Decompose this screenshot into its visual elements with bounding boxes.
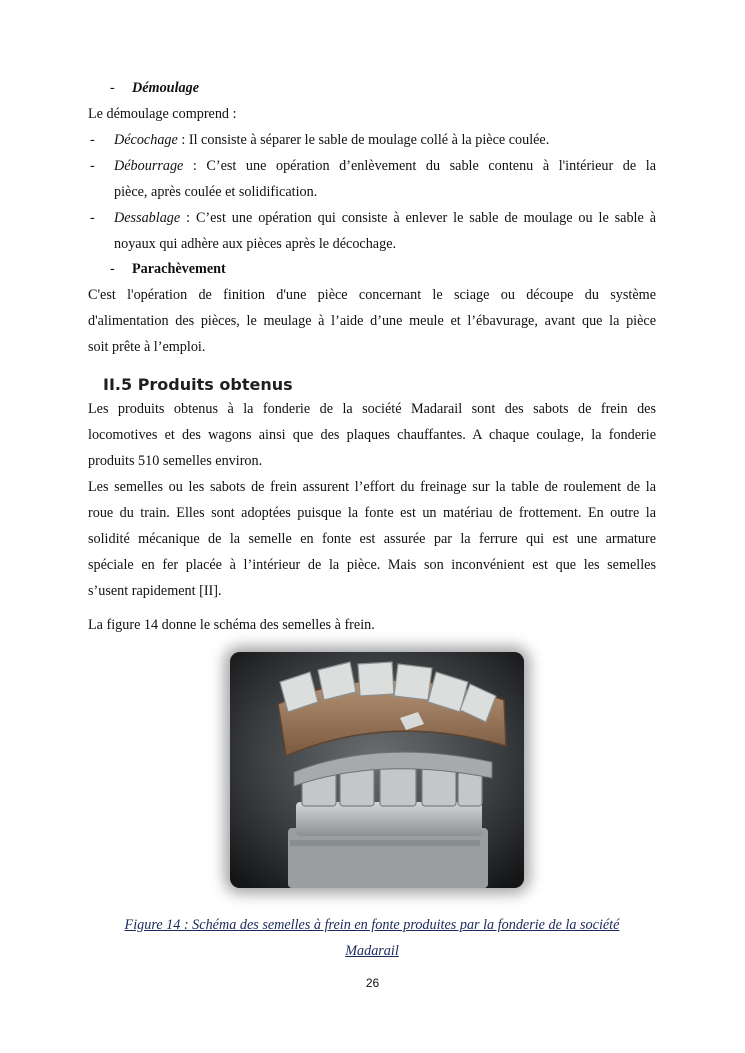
paragraph-line: Les semelles ou les sabots de frein assurent l’effort du freinage sur la table de roulement de la: [88, 479, 656, 495]
demoulage-heading: [88, 76, 656, 101]
section-title: II.5 Produits obtenus: [103, 375, 293, 394]
page-number: 26: [365, 976, 380, 990]
parachevement-heading: - Parachèvement: [110, 261, 226, 277]
demoulage-title: Démoulage: [132, 80, 199, 96]
list-item: - Débourrage : C’est une opération d’enlèvement du sable contenu à l'intérieur de la pièce, après coulée et solidification.: [90, 158, 656, 200]
term-debourrage: Débourrage: [114, 158, 184, 174]
paragraph-line: solidité mécanique de la semelle en fonte est assurée par la ferrure qui est une armature: [88, 531, 656, 547]
list-item: - Dessablage : C’est une opération qui consiste à enlever le sable de moulage ou le sable à noyaux qui adhère aux pièces après le décochage.: [90, 210, 656, 252]
brake-shoes-photo: [230, 652, 524, 888]
demoulage-intro: Le démoulage comprend :: [88, 106, 237, 122]
paragraph-line: locomotives et des wagons ainsi que des plaques chauffantes. A chaque coulage, la fonderie: [88, 427, 656, 443]
paragraph-line: d'alimentation des pièces, le meulage à l’aide d’une meule et l’ébavurage, avant que la pièce: [88, 313, 656, 329]
paragraph-line: soit prête à l’emploi.: [88, 339, 206, 355]
figure-caption: Figure 14 : Schéma des semelles à frein en fonte produites par la fonderie de la société Madarail: [124, 917, 620, 959]
paragraph-line: spéciale en fer placée à l’intérieur de la pièce. Mais son inconvénient est que les semelles: [88, 557, 656, 573]
parachevement-title: Parachèvement: [132, 261, 226, 277]
brake-shoes-illustration: [230, 652, 524, 888]
heading-dash: -: [110, 80, 115, 96]
term-dessablage: Dessablage: [114, 210, 181, 226]
term-decochage: Décochage: [114, 132, 178, 148]
paragraph-line: produits 510 semelles environ.: [88, 453, 263, 469]
paragraph-line: Les produits obtenus à la fonderie de la société Madarail sont des sabots de frein des: [88, 401, 656, 417]
paragraph-line: C'est l'opération de finition d'une pièce concernant le sciage ou découpe du système: [88, 287, 656, 303]
paragraph-line: s’usent rapidement [II].: [88, 583, 222, 599]
page-body: [88, 76, 656, 638]
list-item: - Décochage : Il consiste à séparer le sable de moulage collé à la pièce coulée.: [90, 132, 550, 148]
figure-reference: La figure 14 donne le schéma des semelles à frein.: [88, 617, 375, 633]
paragraph-line: roue du train. Elles sont adoptées puisque la fonte est un matériau de frottement. En outre la: [88, 505, 656, 521]
